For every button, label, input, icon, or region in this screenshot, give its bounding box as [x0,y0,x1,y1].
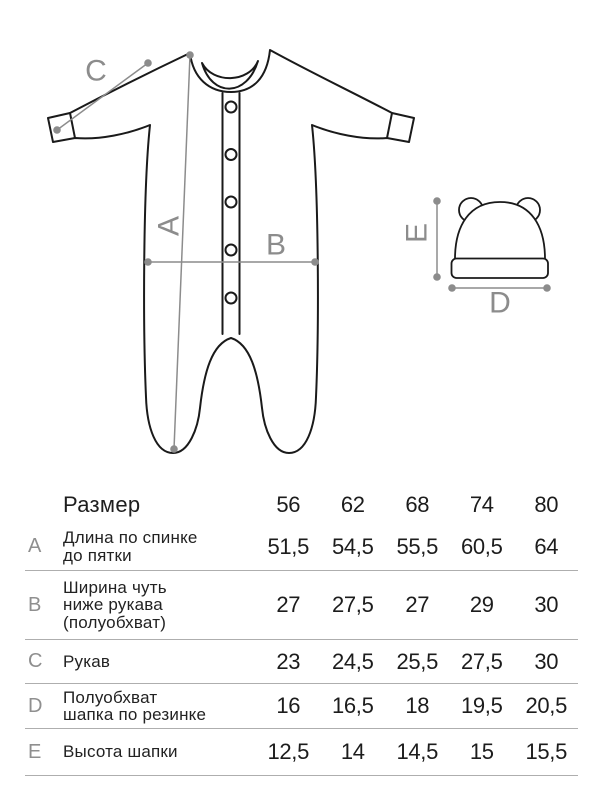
row-value: 30 [534,592,559,617]
row-value: 30 [534,648,559,674]
measure-label-a: A [152,215,186,237]
endpoint-dot [144,258,152,266]
row-measure-name: Ширина чуть ниже рукава (полуобхват) [63,577,167,632]
snap-button [226,102,237,113]
row-letter: C [28,650,43,672]
endpoint-dot [144,59,152,67]
table-row [25,523,578,571]
row-value: 27,5 [331,592,374,617]
row-measure-name: Полуобхват шапка по резинке [63,687,207,724]
row-value: 16,5 [331,693,374,718]
row-value: 20,5 [525,693,568,718]
endpoint-dot [433,273,441,281]
row-value: 14,5 [396,739,439,764]
row-value: 27,5 [460,648,503,674]
endpoint-dot [543,284,551,292]
snap-button [226,293,237,304]
row-value: 27 [405,592,430,617]
row-value: 15 [469,739,494,764]
size-column-header: 62 [340,492,365,517]
row-value: 54,5 [331,533,374,559]
row-value: 15,5 [525,739,568,764]
row-value: 55,5 [396,533,439,559]
row-value: 29 [469,592,494,617]
measure-label-b: B [265,228,287,262]
table-row [25,684,578,729]
size-column-header: 74 [469,492,494,517]
endpoint-dot [186,51,194,59]
endpoint-dot [448,284,456,292]
snap-button [226,245,237,256]
size-column-header: 68 [405,492,430,517]
row-value: 51,5 [267,533,310,559]
hat-drawing [452,198,549,278]
collar-trim [202,61,258,89]
measure-label-c: C [85,54,107,88]
table-row [25,571,578,640]
endpoint-dot [53,126,61,134]
size-column-header: 80 [534,492,559,517]
size-column-header: 56 [276,492,301,517]
endpoint-dot [170,445,178,453]
row-letter: B [28,593,42,616]
table-header [25,487,578,523]
row-value: 23 [276,648,301,674]
row-value: 64 [534,533,559,559]
row-measure-name: Длина по спинке до пятки [63,528,198,565]
row-value: 27 [276,592,301,617]
row-measure-name: Высота шапки [63,742,178,762]
snap-button [226,197,237,208]
row-value: 24,5 [331,648,374,674]
measure-label-d: D [489,286,511,320]
size-header-label: Размер [63,491,141,517]
row-value: 14 [340,739,365,764]
row-value: 60,5 [460,533,503,559]
row-letter: D [28,694,43,717]
row-value: 25,5 [396,648,439,674]
snap-button [226,149,237,160]
size-table [25,487,578,776]
table-row [25,640,578,684]
row-value: 16 [276,693,301,718]
row-letter: A [28,535,42,557]
row-letter: E [28,740,42,763]
table-row [25,729,578,776]
measure-label-e: E [400,222,434,244]
row-value: 12,5 [267,739,310,764]
row-value: 18 [405,693,430,718]
endpoint-dot [433,197,441,205]
row-measure-name: Рукав [63,651,111,671]
endpoint-dot [311,258,319,266]
hat-brim [452,259,549,279]
onesie-drawing [48,50,414,453]
row-value: 19,5 [460,693,503,718]
